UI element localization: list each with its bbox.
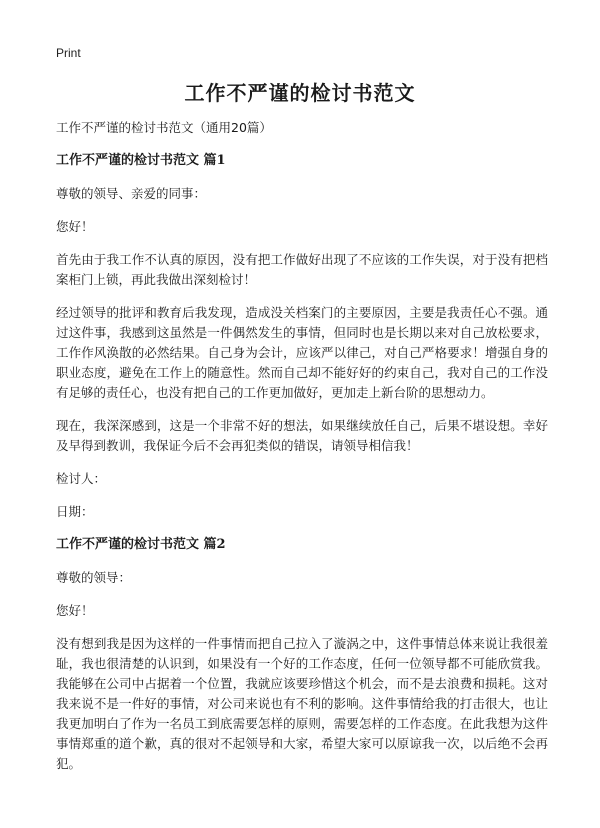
- document-body: [56, 118, 548, 787]
- section-heading: 工作不严谨的检讨书范文 篇1: [56, 153, 226, 168]
- paragraph: 首先由于我工作不认真的原因，没有把工作做好出现了不应该的工作失误，对于没有把档案柜门上锁，再此我做出深刻检讨！: [56, 252, 548, 287]
- greeting: 您好！: [56, 219, 94, 234]
- paragraph: 经过领导的批评和教育后我发现，造成没关档案门的主要原因，主要是我责任心不强。通过这件事，我感到这虽然是一件偶然发生的事情，但同时也是长期以来对自己放松要求，工作作风涣散的必然结果。自己身为会计，应该严以律己，对自己严格要求！增强自身的职业态度，避免在工作上的随意性。然而自己却不能好好的约束自己，我对自己的工作没有足够的责任心，也没有把自己的工作更加做好，更加走上新台阶的思想动力。: [56, 305, 548, 400]
- signer-label: 检讨人：: [56, 471, 107, 486]
- document-subtitle: 工作不严谨的检讨书范文（通用20篇）: [56, 120, 272, 135]
- page-title: 工作不严谨的检讨书范文: [184, 81, 416, 105]
- section-heading: 工作不严谨的检讨书范文 篇2: [56, 537, 226, 552]
- paragraph: 没有想到我是因为这样的一件事情而把自己拉入了漩涡之中，这件事情总体来说让我很羞耻，我也很清楚的认识到，如果没有一个好的工作态度，任何一位领导都不可能欣赏我。我能够在公司中占据着一个位置，我就应该要珍惜这个机会，而不是去浪费和损耗。这对我来说不是一件好的事情，对公司来说也有不利的影响。这件事情给我的打击很大，也让我更加明白了作为一名员工到底需要怎样的原则，需要怎样的工作态度。在此我想为这件事情郑重的道个歉，真的很对不起领导和大家，希望大家可以原谅我一次，以后绝不会再犯。: [56, 636, 548, 771]
- greeting: 您好！: [56, 603, 94, 618]
- print-link[interactable]: Print: [56, 46, 81, 60]
- salutation: 尊敬的领导、亲爱的同事：: [56, 186, 207, 201]
- date-label: 日期：: [56, 504, 94, 519]
- paragraph: 现在，我深深感到，这是一个非常不好的想法，如果继续放任自己，后果不堪设想。幸好及早得到教训，我保证今后不会再犯类似的错误，请领导相信我！: [56, 418, 548, 453]
- salutation: 尊敬的领导：: [56, 570, 132, 585]
